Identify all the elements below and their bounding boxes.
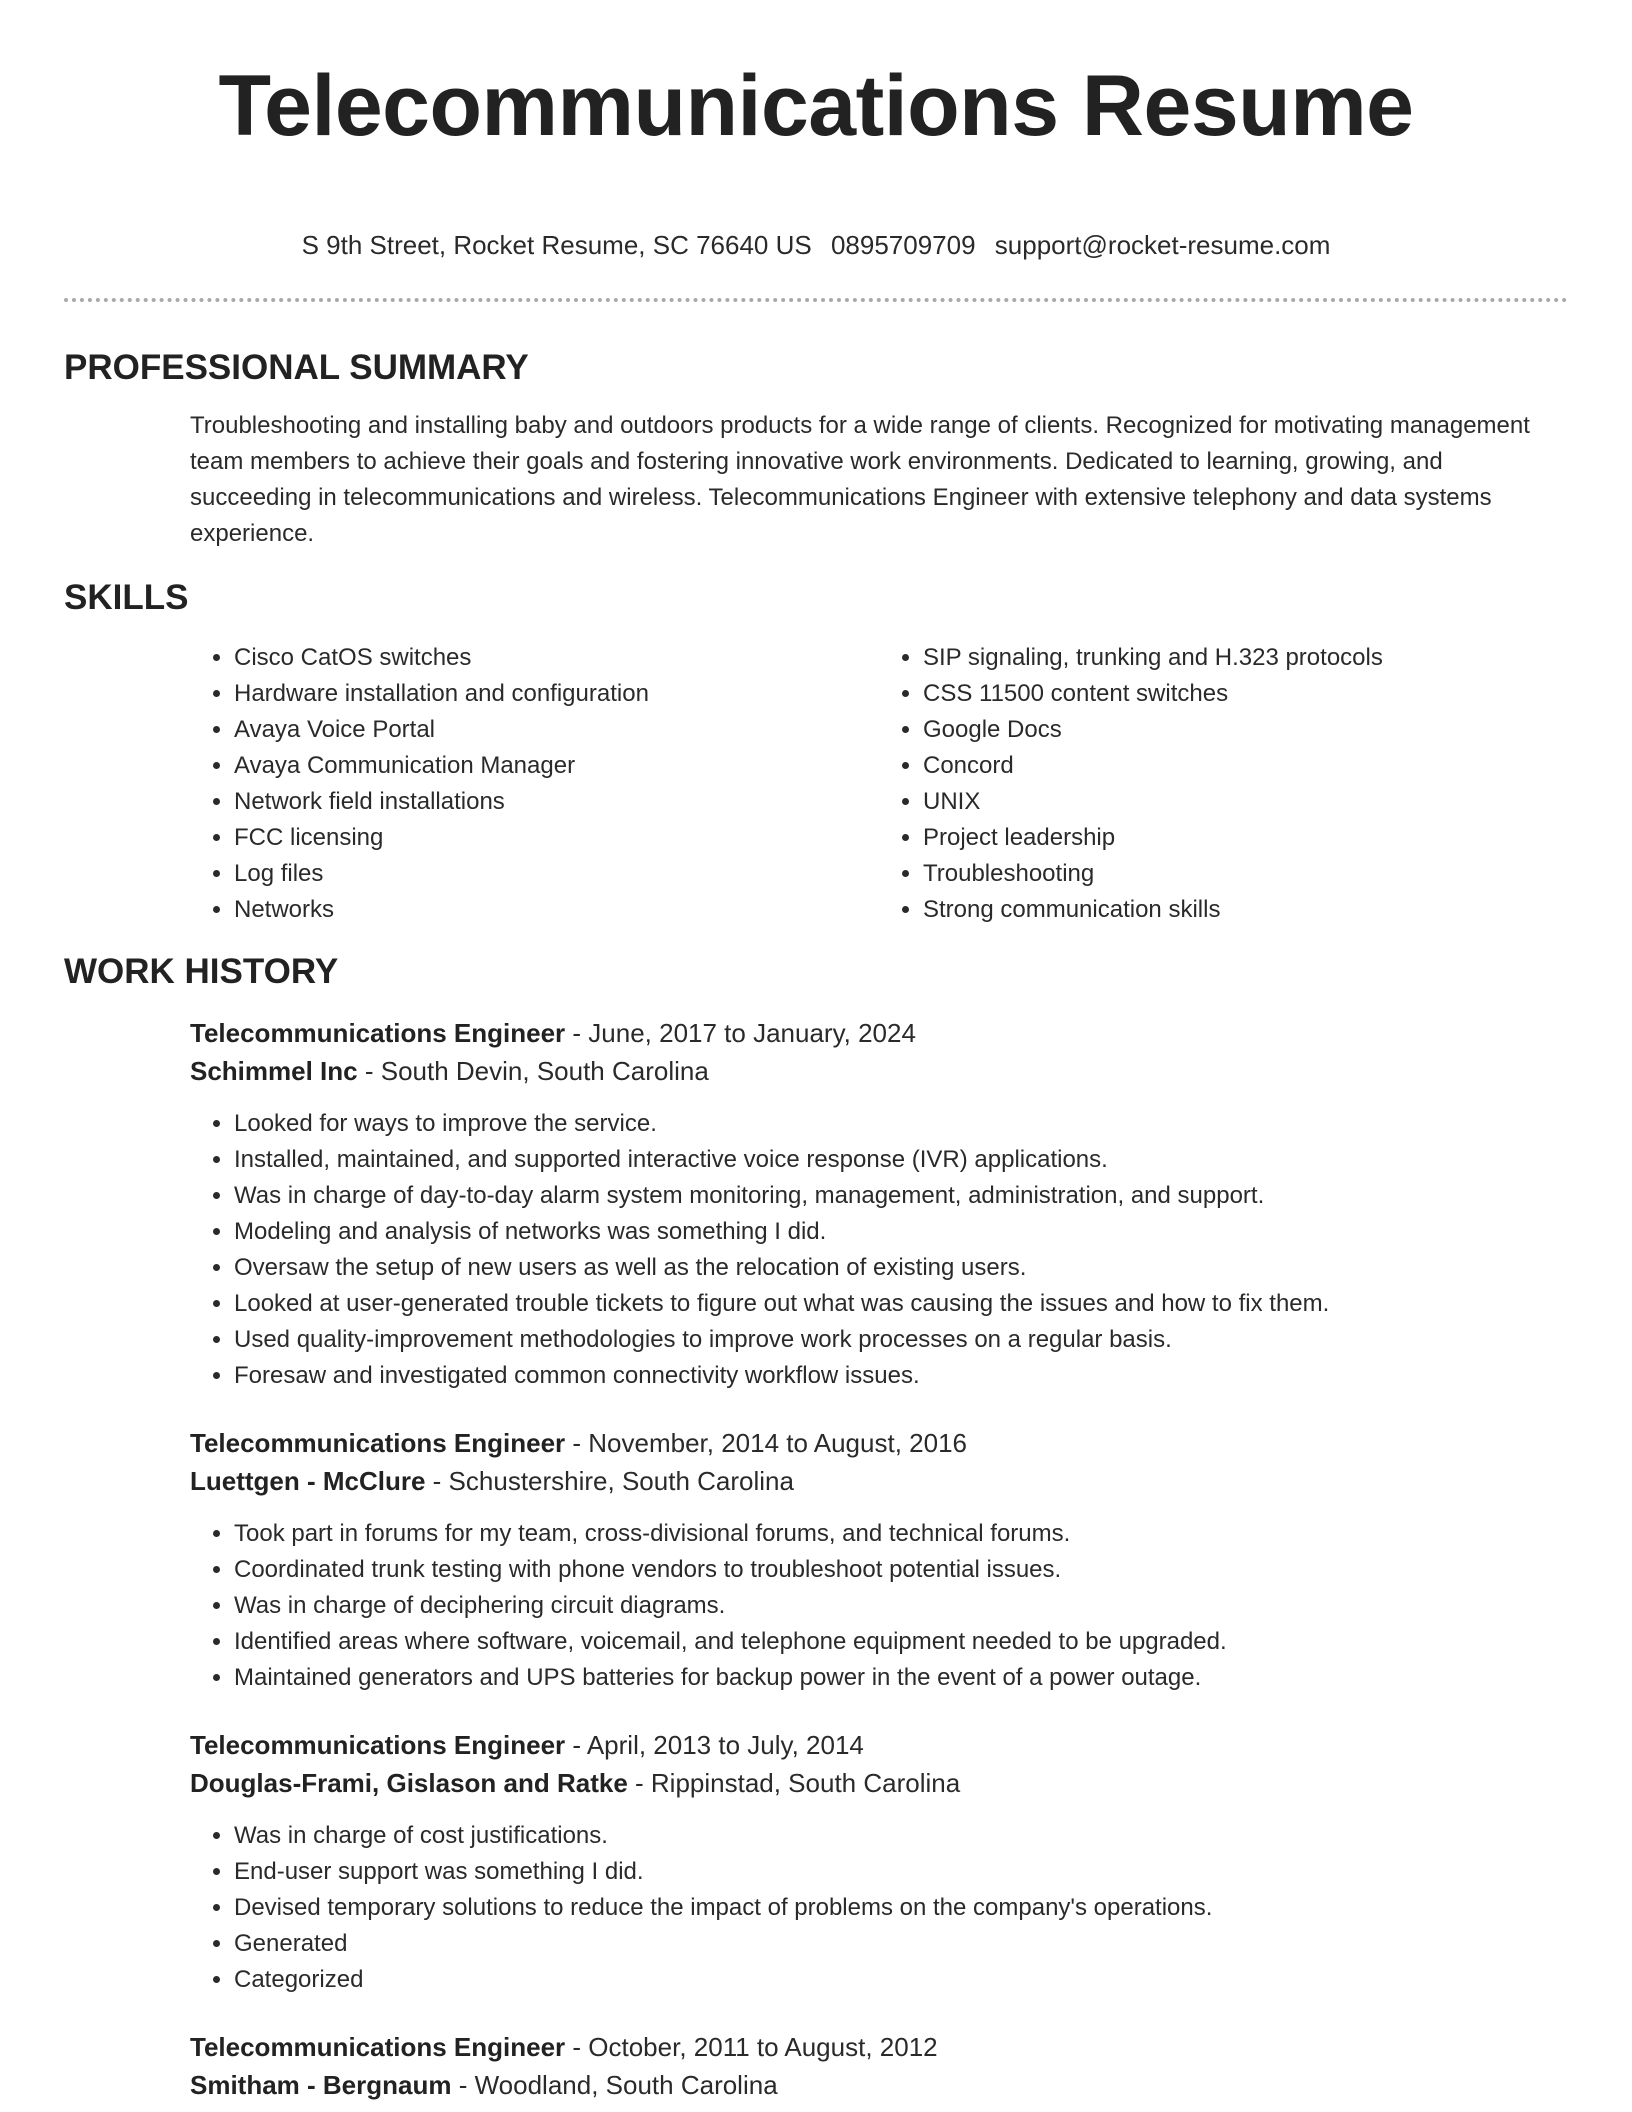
job-dates: - October, 2011 to August, 2012 bbox=[565, 2032, 938, 2062]
skill-item: • UNIX bbox=[923, 784, 1568, 820]
job-title: Telecommunications Engineer bbox=[190, 1018, 566, 1048]
job-entry bbox=[190, 2028, 1568, 2104]
job-bullet: • Took part in forums for my team, cross-divisional forums, and technical forums. bbox=[234, 1516, 1568, 1552]
job-company-line bbox=[190, 1462, 1568, 1500]
job-company: Luettgen - McClure bbox=[190, 1466, 426, 1496]
job-bullet: • Installed, maintained, and supported interactive voice response (IVR) applications. bbox=[234, 1142, 1568, 1178]
contact-email: support@rocket-resume.com bbox=[994, 230, 1331, 260]
contact-address: S 9th Street, Rocket Resume, SC 76640 US bbox=[301, 230, 812, 260]
skill-item: • Cisco CatOS switches bbox=[234, 640, 879, 676]
job-location: - South Devin, South Carolina bbox=[357, 1056, 709, 1086]
job-bullet: • Foresaw and investigated common connectivity workflow issues. bbox=[234, 1358, 1568, 1394]
job-title: Telecommunications Engineer bbox=[190, 1730, 566, 1760]
job-entry bbox=[190, 1726, 1568, 1998]
skill-item: • Avaya Voice Portal bbox=[234, 712, 879, 748]
job-company-line bbox=[190, 1052, 1568, 1090]
job-dates: - April, 2013 to July, 2014 bbox=[565, 1730, 864, 1760]
job-bullet: • Coordinated trunk testing with phone vendors to troubleshoot potential issues. bbox=[234, 1552, 1568, 1588]
job-bullet: • Was in charge of day-to-day alarm system monitoring, management, administration, and support. bbox=[234, 1178, 1568, 1214]
job-bullet: • Modeling and analysis of networks was something I did. bbox=[234, 1214, 1568, 1250]
job-title: Telecommunications Engineer bbox=[190, 1428, 566, 1458]
job-bullet: • Was in charge of deciphering circuit diagrams. bbox=[234, 1588, 1568, 1624]
skill-item: • Hardware installation and configuration bbox=[234, 676, 879, 712]
skill-item: • Troubleshooting bbox=[923, 856, 1568, 892]
contact-phone: 0895709709 bbox=[830, 230, 976, 260]
job-bullet: • Looked for ways to improve the service. bbox=[234, 1106, 1568, 1142]
skills-heading: SKILLS bbox=[64, 578, 189, 617]
skill-item: • FCC licensing bbox=[234, 820, 879, 856]
skill-item: • Log files bbox=[234, 856, 879, 892]
job-bullet: • Looked at user-generated trouble tickets to figure out what was causing the issues and how to fix them. bbox=[234, 1286, 1568, 1322]
job-bullet: • Oversaw the setup of new users as well as the relocation of existing users. bbox=[234, 1250, 1568, 1286]
job-company: Schimmel Inc bbox=[190, 1056, 358, 1086]
job-entry bbox=[190, 1014, 1568, 1394]
job-location: - Rippinstad, South Carolina bbox=[627, 1768, 961, 1798]
skill-item: • Network field installations bbox=[234, 784, 879, 820]
job-dates: - June, 2017 to January, 2024 bbox=[565, 1018, 916, 1048]
job-bullets bbox=[190, 1516, 1568, 1696]
job-title-line bbox=[190, 2028, 1568, 2066]
job-company: Smitham - Bergnaum bbox=[190, 2070, 452, 2100]
job-company-line bbox=[190, 2066, 1568, 2104]
job-entry bbox=[190, 1424, 1568, 1696]
skill-item: • Networks bbox=[234, 892, 879, 928]
work-history-heading: WORK HISTORY bbox=[64, 952, 339, 991]
job-company-line bbox=[190, 1764, 1568, 1802]
job-title: Telecommunications Engineer bbox=[190, 2032, 566, 2062]
job-bullet: • Identified areas where software, voicemail, and telephone equipment needed to be upgraded. bbox=[234, 1624, 1568, 1660]
job-bullets bbox=[190, 1106, 1568, 1394]
job-title-line bbox=[190, 1014, 1568, 1052]
contact-line bbox=[64, 228, 1568, 262]
resume-title: Telecommunications Resume bbox=[218, 58, 1414, 154]
skill-item: • CSS 11500 content switches bbox=[923, 676, 1568, 712]
job-dates: - November, 2014 to August, 2016 bbox=[565, 1428, 967, 1458]
job-location: - Schustershire, South Carolina bbox=[425, 1466, 794, 1496]
skills-list-left bbox=[190, 640, 879, 928]
skill-item: • Strong communication skills bbox=[923, 892, 1568, 928]
job-bullet: • Generated bbox=[234, 1926, 1568, 1962]
job-bullet: • Was in charge of cost justifications. bbox=[234, 1818, 1568, 1854]
job-bullet: • Categorized bbox=[234, 1962, 1568, 1998]
job-bullets bbox=[190, 1818, 1568, 1998]
job-bullet: • End-user support was something I did. bbox=[234, 1854, 1568, 1890]
skill-item: • Concord bbox=[923, 748, 1568, 784]
job-bullet: • Devised temporary solutions to reduce the impact of problems on the company's operations. bbox=[234, 1890, 1568, 1926]
job-title-line bbox=[190, 1726, 1568, 1764]
skill-item: • Google Docs bbox=[923, 712, 1568, 748]
summary-text: Troubleshooting and installing baby and outdoors products for a wide range of clients. Recognized for motivating management team members to achieve their goals and fostering innovative work environments. Dedicated to learning, growing, and succeeding in telecommunications and wireless. Telecommunications Engineer with extensive telephony and data systems experience. bbox=[190, 412, 1530, 547]
job-title-line bbox=[190, 1424, 1568, 1462]
job-bullet: • Maintained generators and UPS batteries for backup power in the event of a power outage. bbox=[234, 1660, 1568, 1696]
job-location: - Woodland, South Carolina bbox=[451, 2070, 778, 2100]
skills-list-right bbox=[879, 640, 1568, 928]
skill-item: • SIP signaling, trunking and H.323 protocols bbox=[923, 640, 1568, 676]
job-bullet: • Used quality-improvement methodologies to improve work processes on a regular basis. bbox=[234, 1322, 1568, 1358]
skill-item: • Avaya Communication Manager bbox=[234, 748, 879, 784]
skill-item: • Project leadership bbox=[923, 820, 1568, 856]
header-divider bbox=[64, 298, 1568, 302]
skills-columns bbox=[190, 640, 1568, 928]
summary-heading: PROFESSIONAL SUMMARY bbox=[64, 348, 529, 387]
job-company: Douglas-Frami, Gislason and Ratke bbox=[190, 1768, 628, 1798]
